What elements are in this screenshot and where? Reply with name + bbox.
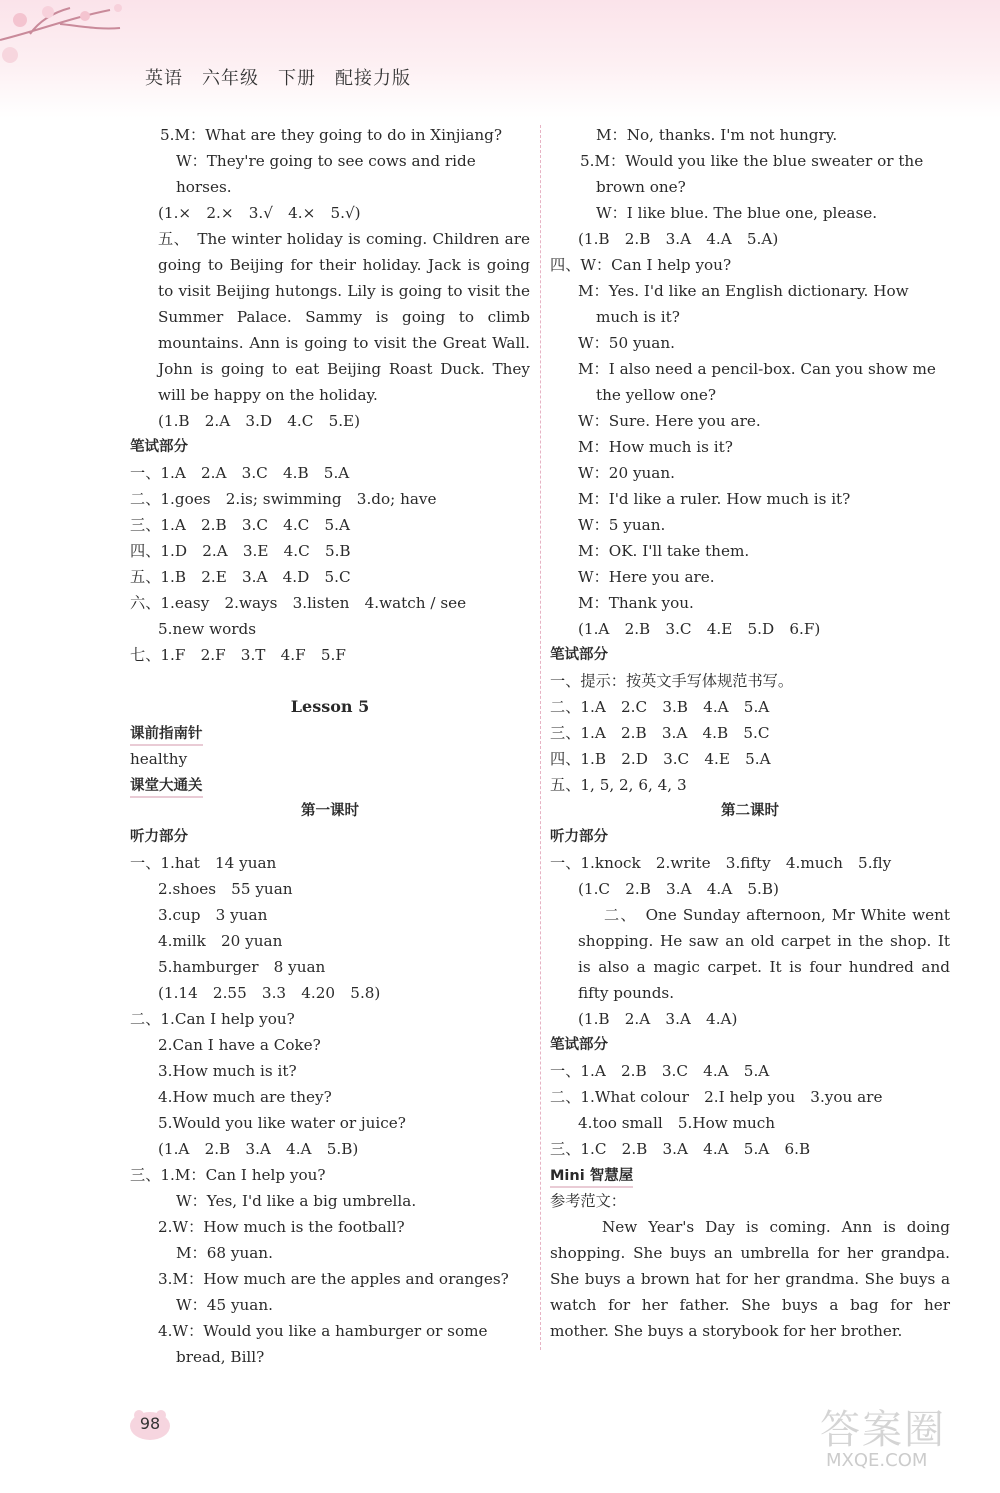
answer-line: 4.How much are they?	[158, 1088, 332, 1106]
answer-line: 3.How much is it?	[158, 1062, 297, 1080]
page-number-badge	[127, 1408, 173, 1442]
answer-line: M：Yes. I'd like an English dictionary. How	[578, 282, 909, 300]
answer-line: 二、 One Sunday afternoon, Mr White went shopping. He saw an old carpet in the shop. It is also a magic carpet. It is four hundred and fifty pounds.	[578, 906, 950, 1002]
answer-line: New Year's Day is coming. Ann is doing shopping. She buys an umbrella for her grandpa. She buys a brown hat for her grandma. She buys a watch for her father. She buys a bag for her mother. She buys a storybook for her brother.	[550, 1218, 950, 1340]
column-divider	[540, 125, 541, 1350]
answer-line: M：Thank you.	[578, 594, 694, 612]
answer-line: W：They're going to see cows and ride	[176, 152, 476, 170]
answer-line: 2.W：How much is the football?	[158, 1218, 405, 1236]
answer-line: 四、1.D 2.A 3.E 4.C 5.B	[130, 542, 351, 560]
answer-line: 一、1.A 2.B 3.C 4.A 5.A	[550, 1062, 770, 1080]
answer-line: 二、1.goes 2.is; swimming 3.do; have	[130, 490, 437, 508]
answer-line: horses.	[176, 178, 232, 196]
answer-line: 5.Would you like water or juice?	[158, 1114, 406, 1132]
answer-line: 三、1.A 2.B 3.A 4.B 5.C	[550, 724, 770, 742]
section-heading: 第一课时	[301, 803, 359, 819]
answer-line: healthy	[130, 750, 188, 768]
answer-line: 五、1, 5, 2, 6, 4, 3	[550, 776, 687, 794]
watermark-url: MXQE.COM	[826, 1450, 928, 1471]
answer-line: brown one?	[596, 178, 686, 196]
answer-line: 3.M：How much are the apples and oranges?	[158, 1270, 509, 1288]
answer-line: 参考范文：	[550, 1192, 626, 1210]
answer-line	[130, 668, 530, 694]
section-heading: 听力部分	[550, 829, 608, 845]
answer-line: 5.M：Would you like the blue sweater or the	[580, 152, 924, 170]
highlight-heading	[550, 1162, 950, 1188]
page-number: 98	[139, 1414, 161, 1433]
section-heading: 笔试部分	[550, 647, 608, 663]
answer-line: 5.M：What are they going to do in Xinjiang?	[160, 126, 503, 144]
answer-line: 5.new words	[158, 620, 257, 638]
answer-line: 4.too small 5.How much	[578, 1114, 776, 1132]
answer-line: 一、提示：按英文手写体规范书写。	[550, 672, 793, 690]
answer-line: M：I also need a pencil-box. Can you show me	[578, 360, 936, 378]
section-heading: 听力部分	[130, 829, 188, 845]
answer-line: 4.W：Would you like a hamburger or some	[158, 1322, 488, 1340]
answer-line: M：How much is it?	[578, 438, 733, 456]
answer-line: (1.× 2.× 3.√ 4.× 5.√)	[158, 204, 361, 222]
answer-line: 一、1.knock 2.write 3.fifty 4.much 5.fly	[550, 854, 892, 872]
answer-line: 二、1.Can I help you?	[130, 1010, 295, 1028]
left-column	[130, 122, 530, 1370]
answer-line: 三、1.M：Can I help you?	[130, 1166, 326, 1184]
book-header: 英语 六年级 下册 配接力版	[145, 68, 411, 89]
answer-line: (1.B 2.B 3.A 4.A 5.A)	[578, 230, 779, 248]
answer-line: 四、W：Can I help you?	[550, 256, 732, 274]
answer-line: (1.A 2.B 3.C 4.E 5.D 6.F)	[578, 620, 821, 638]
answer-line: 4.milk 20 yuan	[158, 932, 283, 950]
answer-line: W：5 yuan.	[578, 516, 666, 534]
answer-line: (1.A 2.B 3.A 4.A 5.B)	[158, 1140, 359, 1158]
right-column	[550, 122, 950, 1344]
answer-line: M：OK. I'll take them.	[578, 542, 750, 560]
answer-line: 六、1.easy 2.ways 3.listen 4.watch / see	[130, 594, 467, 612]
answer-line: W：50 yuan.	[578, 334, 675, 352]
answer-line: 五、1.B 2.E 3.A 4.D 5.C	[130, 568, 351, 586]
highlight-label: 课前指南针	[130, 724, 203, 746]
answer-line: W：20 yuan.	[578, 464, 675, 482]
answer-line: M：No, thanks. I'm not hungry.	[596, 126, 838, 144]
answer-line: 一、1.hat 14 yuan	[130, 854, 277, 872]
answer-line: W：Yes, I'd like a big umbrella.	[176, 1192, 417, 1210]
answer-line: bread, Bill?	[176, 1348, 265, 1366]
answer-line: W：Here you are.	[578, 568, 715, 586]
answer-line: 三、1.C 2.B 3.A 4.A 5.A 6.B	[550, 1140, 811, 1158]
header-banner	[0, 0, 1000, 118]
section-heading: 笔试部分	[130, 439, 188, 455]
answer-line: (1.14 2.55 3.3 4.20 5.8)	[158, 984, 381, 1002]
answer-line: M：I'd like a ruler. How much is it?	[578, 490, 851, 508]
answer-line: the yellow one?	[596, 386, 717, 404]
section-heading: 第二课时	[721, 803, 779, 819]
answer-line: W：Sure. Here you are.	[578, 412, 761, 430]
answer-line: (1.B 2.A 3.A 4.A)	[578, 1010, 738, 1028]
highlight-heading	[130, 772, 530, 798]
watermark	[820, 1398, 980, 1488]
answer-line: much is it?	[596, 308, 680, 326]
answer-line: 二、1.What colour 2.I help you 3.you are	[550, 1088, 883, 1106]
lesson-title: Lesson 5	[290, 697, 370, 716]
answer-line: W：I like blue. The blue one, please.	[596, 204, 878, 222]
answer-line: 3.cup 3 yuan	[158, 906, 268, 924]
watermark-logo: 答案圈	[820, 1407, 946, 1453]
section-heading: 笔试部分	[550, 1037, 608, 1053]
highlight-label: 课堂大通关	[130, 776, 203, 798]
answer-line: M：68 yuan.	[176, 1244, 273, 1262]
answer-line: 一、1.A 2.A 3.C 4.B 5.A	[130, 464, 350, 482]
answer-line: 七、1.F 2.F 3.T 4.F 5.F	[130, 646, 346, 664]
highlight-heading	[130, 720, 530, 746]
answer-line: W：45 yuan.	[176, 1296, 273, 1314]
highlight-label: Mini 智慧屋	[550, 1166, 633, 1188]
answer-line: 五、 The winter holiday is coming. Children are going to Beijing for their holiday. Jack is going to visit Beijing hutongs. Lily is going to visit the Summer Palace. Sammy is going to climb mountains. Ann is going to visit the Great Wall. John is going to eat Beijing Roast Duck. They will be happy on the holiday.	[158, 230, 530, 404]
answer-line: (1.B 2.A 3.D 4.C 5.E)	[158, 412, 361, 430]
answer-line: 三、1.A 2.B 3.C 4.C 5.A	[130, 516, 350, 534]
answer-line: 5.hamburger 8 yuan	[158, 958, 326, 976]
answer-line: 2.shoes 55 yuan	[158, 880, 293, 898]
answer-line: 四、1.B 2.D 3.C 4.E 5.A	[550, 750, 771, 768]
answer-line: (1.C 2.B 3.A 4.A 5.B)	[578, 880, 779, 898]
answer-line: 二、1.A 2.C 3.B 4.A 5.A	[550, 698, 770, 716]
answer-line: 2.Can I have a Coke?	[158, 1036, 321, 1054]
